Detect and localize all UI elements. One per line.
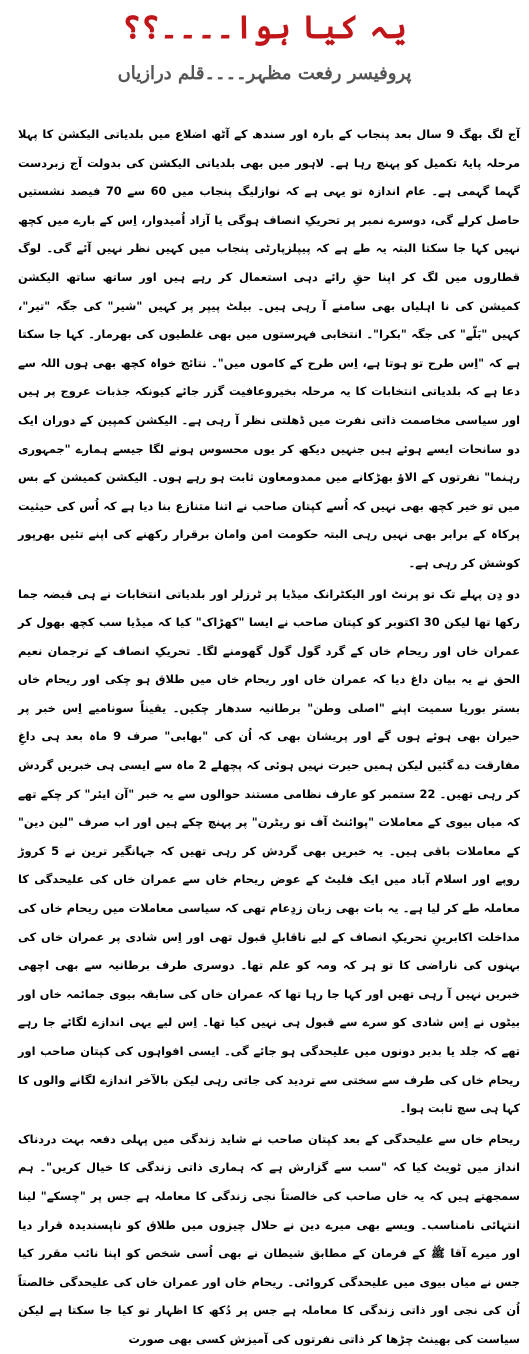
article-body (18, 120, 520, 1354)
article-title: یہ کیا ہوا۔۔۔۔؟؟ (122, 8, 407, 46)
author-byline: پروفیسر رفعت مظہر۔۔۔۔قلم درازیاں (117, 63, 412, 84)
paragraph: ریحام خاں سے علیحدگی کے بعد کپتان صاحب نے شاید زندگی میں پہلی دفعہ بہت دردناک انداز میں ٹویٹ کیا کہ "سب سے گزارش ہے کہ ہماری ذاتی زندگی کا خیال کریں"۔ ہم سمجھتے ہیں کہ یہ خاں صاحب کی خالصتاً نجی زندگی کا معاملہ ہے جس پر "چسکے" لینا انتہائی نامناسب۔ ویسے بھی میرے دین نے حلال چیزوں میں طلاق کو ناپسندیدہ قرار دیا اور میرے آقا ﷺ کے فرمان کے مطابق شیطان نے بھی اُسی شخص کو اپنا نائب مقرر کیا جس نے میاں بیوی میں علیحدگی کروائی۔ ریحام خاں اور عمران خاں کی علیحدگی خالصتاً اُن کی نجی اور ذاتی زندگی کا معاملہ ہے جس پر دُکھ کا اظہار تو کیا جا سکتا ہے لیکن سیاست کی بھینٹ چڑھا کر ذاتی نفرتوں کی آمیزش کسی بھی صورت (18, 1131, 520, 1346)
paragraph: دو دِن پہلے تک تو پرنٹ اور الیکٹرانک میڈیا پر ٹرزلر اور بلدیاتی انتخابات نے ہی قبضہ جما رکھا تھا لیکن 30 اکتوبر کو کپتان صاحب نے ایسا "کھڑاک" کیا کہ میڈیا سب کچھ بھول کر عمران خاں اور ریحام خاں کے گرد گول گول گھومنے لگا۔ تحریکِ انصاف کے ترجمان نعیم الحق نے یہ بیان داغ دیا کہ عمران خاں اور ریحام خاں میں طلاق ہو چکی اور ریحام خاں بستر بوریا سمیت اپنے "اصلی وطن" برطانیہ سدھار چکیں۔ یقیناً سونامیے اِس خبر پر حیران بھی ہوئے ہوں گے اور پریشان بھی کہ اُن کی "بھابی" صرف 9 ماہ بعد ہی داغِ مفارقت دے گئیں لیکن ہمیں حیرت نہیں ہوئی کہ پچھلے 2 ماہ سے ایسی ہی خبریں گردش کر رہی تھیں۔ 22 ستمبر کو عارف نظامی مستند حوالوں سے یہ خبر "آن ایئر" کر چکے تھے کہ میاں بیوی کے معاملات "پوائنٹ آف نو ریٹرن" پر پہنچ چکے ہیں اور اب صرف "لین دین" کے معاملات باقی ہیں۔ یہ خبریں بھی گردش کر رہی تھیں کہ جہانگیر ترین نے 5 کروڑ روپے اور اسلام آباد میں ایک فلیٹ کے عوض ریحام خاں سے عمران خاں کی علیحدگی کا معاملہ طے کر لیا ہے۔ یہ بات بھی زبان زدِعام تھی کہ سیاسی معاملات میں ریحام خاں کی مداخلت اکابرینِ تحریکِ انصاف کے لیے ناقابلِ قبول تھی اور اِس شادی پر عمران خاں کی بہنوں کی ناراضی کا تو ہر کہ ومہ کو علم تھا۔ دوسری طرف برطانیہ سے بھی اچھی خبریں نہیں آ رہی تھیں اور کہا جا رہا تھا کہ عمران خاں کی سابقہ بیوی جمائمہ خاں اور بیٹوں نے اِس شادی کو سرے سے قبول ہی نہیں کیا تھا۔ اِس لیے یہی اندازے لگائے جا رہے تھے کہ جلد یا بدیر دونوں میں علیحدگی ہو جائے گی۔ ایسی افواہوں کی کپتان صاحب اور ریحام خاں کی طرف سے سختی سے تردید کی جاتی رہی لیکن بالآخر اندازے لگانے والوں کا کہا ہی سچ ثابت ہوا۔ (18, 586, 520, 1116)
paragraph: آج لگ بھگ 9 سال بعد پنجاب کے بارہ اور سندھ کے آٹھ اضلاع میں بلدیاتی الیکشن کا پہلا مرحلہ پایۂ تکمیل کو پہنچ رہا ہے۔ لاہور میں بھی بلدیاتی الیکشن کی بدولت آج زبردست گہما گہمی ہے۔ عام اندازہ تو یہی ہے کہ نوازلیگ پنجاب میں 60 سے 70 فیصد نشستیں حاصل کرلے گی، دوسرے نمبر پر تحریکِ انصاف ہوگی یا آزاد اُمیدوار، اِس کے بارے میں کچھ نہیں کہا جا سکتا البتہ یہ طے ہے کہ پیپلزپارٹی پنجاب میں کہیں نظر نہیں آئے گی۔ لوگ قطاروں میں لگ کر اپنا حقِ رائے دہی استعمال کر رہے ہیں اور ساتھ ساتھ الیکشن کمیشن کی نا اہلیاں بھی سامنے آ رہی ہیں۔ بیلٹ پیپر پر کہیں "شیر" کی جگہ "تیر"، کہیں "بَلّے" کی جگہ "بکرا"۔ انتخابی فہرستوں میں بھی غلطیوں کی بھرمار۔ کہا جا سکتا ہے کہ "اِس طرح تو ہوتا ہے، اِس طرح کے کاموں میں"۔ نتائج خواہ کچھ بھی ہوں اللہ سے دعا ہے کہ بلدیاتی انتخابات کا یہ مرحلہ بخیروعافیت گزر جائے کیونکہ جذبات عروج پر ہیں اور سیاسی مخاصمت ذاتی نفرت میں ڈھلتی نظر آ رہی ہے۔ الیکشن کمپین کے دوران ایک دو سانحات ایسے ہوئے ہیں جنہیں دیکھ کر یوں محسوس ہونے لگا جیسے ہمارے "جمہوری رہنما" نفرتوں کے الاؤ بھڑکانے میں ممدومعاون ثابت ہو رہے ہوں۔ الیکشن کمیشن کے بس میں تو خیر کچھ بھی نہیں کہ اُسے کپتان صاحب نے اتنا متنازع بنا دیا ہے کہ اُس کی حیثیت پرکاہ کے برابر بھی نہیں رہی البتہ حکومت امن وامان برقرار رکھنے کی اپنے تئیں بھرپور کوشش کر رہی ہے۔ (18, 127, 520, 570)
